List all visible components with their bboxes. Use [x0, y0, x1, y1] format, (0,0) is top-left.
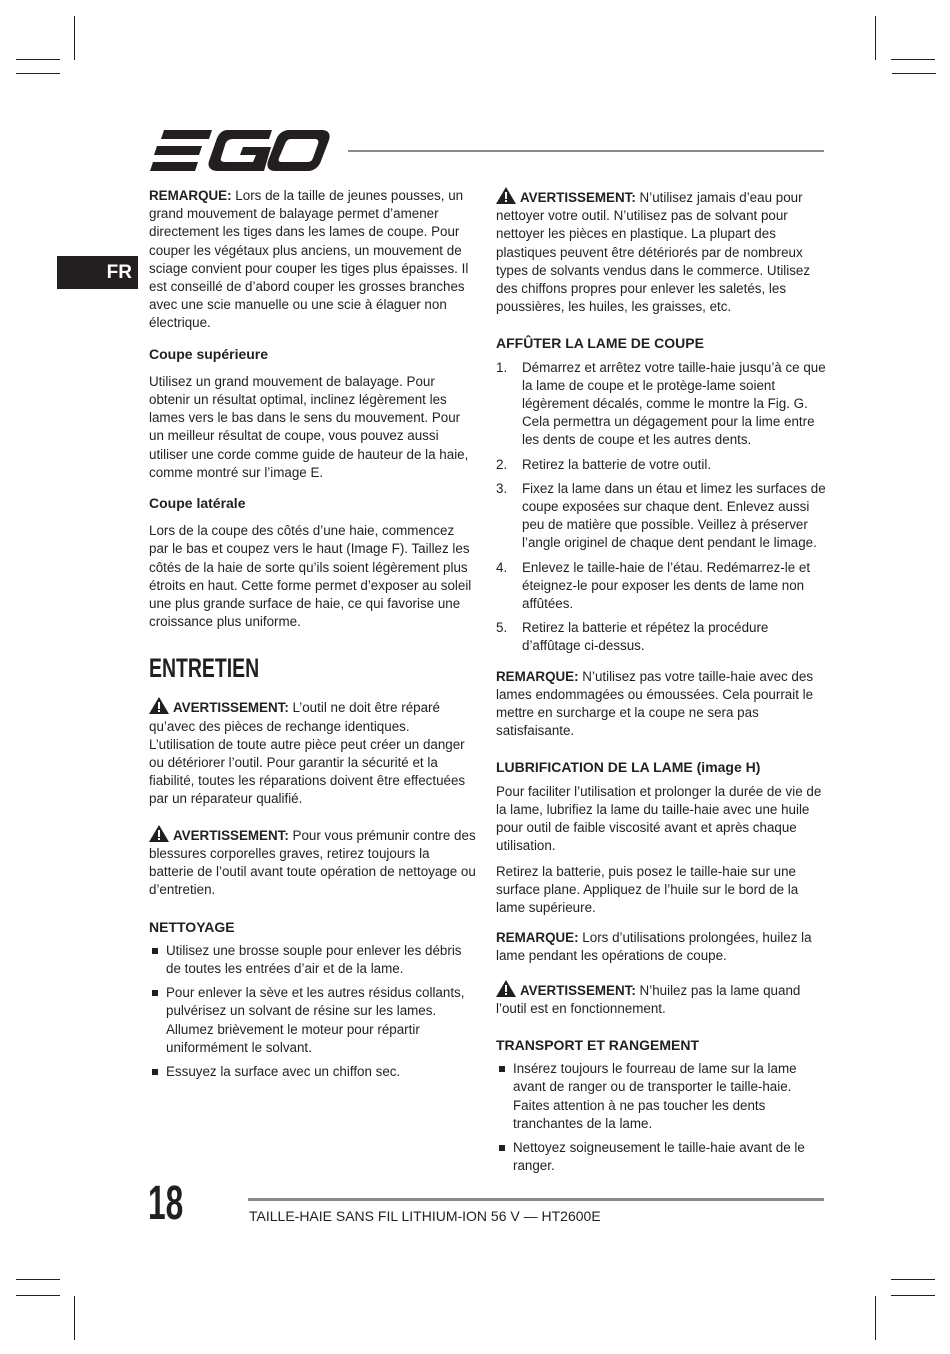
warning-paragraph: [149, 697, 477, 808]
note-keyword: REMARQUE:: [496, 930, 579, 946]
warning-keyword: AVERTISSEMENT:: [520, 190, 636, 205]
note-text: N’utilisez pas votre taille-haie avec des lames endommagées ou émoussées. Cela pourrait le mettre en surcharge et la coupe ne sera pas satisfaisante.: [496, 668, 814, 739]
bullet-icon: [499, 1145, 505, 1151]
list-item-text: Essuyez la surface avec un chiffon sec.: [166, 1063, 401, 1079]
list-item: [149, 942, 477, 978]
ego-logo: [150, 130, 330, 172]
note-paragraph: [496, 668, 826, 741]
warning-text: Pour vous prémunir contre des blessures corporelles graves, retirez toujours la batterie de l’outil avant toute opération de nettoyage ou d’entretien.: [149, 827, 476, 898]
note-keyword: REMARQUE:: [149, 188, 232, 203]
cleaning-list: [149, 942, 477, 1081]
warning-text: N’utilisez jamais d’eau pour nettoyer votre outil. N’utilisez pas de solvant pour nettoyer les pièces en plastique. La plupart des plastiques peuvent être détériorés par de nombreux types de solvants vendus dans le commerce. Utilisez des chiffons propres pour enlever les saletés, les poussières, les huiles, les graisses, etc.: [496, 190, 811, 315]
transport-list: [496, 1060, 826, 1175]
note-text: Lors de la taille de jeunes pousses, un grand mouvement de balayage permet d’amener directement les tiges dans les lames de coupe. Pour couper les végétaux plus anciens, un mouvement de sciage convient pour couper les tiges plus épaisses. Il est conseillé de d’abord couper les grosses branches avec une scie manuelle ou une scie à élaguer non électrique.: [149, 188, 469, 331]
crop-mark: [16, 73, 60, 74]
section-heading-maintenance: ENTRETIEN: [149, 653, 260, 684]
crop-mark: [891, 59, 935, 60]
bullet-icon: [152, 990, 158, 996]
note-text: Lors d’utilisations prolongées, huilez la lame pendant les opérations de coupe.: [496, 930, 812, 964]
step-number: 1.: [496, 359, 508, 375]
crop-mark: [891, 1279, 935, 1280]
subheading-side-cut: Coupe latérale: [149, 495, 246, 512]
step-text: Démarrez et arrêtez votre taille-haie jusqu’à ce que la lame de coupe et le protège-lame soient légèrement décalés, comme le montre la Fig. G. Cela permettra un dégagement pour la lime entre les dents de coupe et les autres dents.: [522, 359, 826, 448]
list-item: [496, 1139, 826, 1175]
list-item-text: Utilisez une brosse souple pour enlever les débris de toutes les entrées d’air et de la lame.: [166, 942, 462, 976]
warning-icon: [149, 825, 169, 842]
step-text: Enlevez le taille-haie de l’étau. Redémarrez-le et éteignez-le pour exposer les dents de lame non affûtées.: [522, 559, 811, 612]
step-text: Retirez la batterie de votre outil.: [522, 456, 712, 472]
bullet-icon: [152, 1069, 158, 1075]
step-number: 3.: [496, 480, 508, 496]
crop-mark: [891, 1295, 935, 1296]
warning-paragraph: [496, 980, 826, 1018]
lubrication-text: Pour faciliter l’utilisation et prolonger la durée de vie de la lame, lubrifiez la lame du taille-haie avec une huile pour outil de faible viscosité avant et après chaque utilisation.: [496, 783, 822, 854]
warning-icon: [496, 187, 516, 204]
warning-keyword: AVERTISSEMENT:: [173, 700, 289, 716]
language-tab: FR: [57, 256, 138, 289]
crop-mark: [16, 1279, 60, 1280]
note-paragraph: [149, 187, 477, 333]
list-item-text: Nettoyez soigneusement le taille-haie avant de le ranger.: [513, 1139, 805, 1174]
warning-paragraph: [149, 825, 477, 900]
header-rule: [348, 150, 824, 152]
warning-icon: [496, 980, 516, 997]
crop-mark: [16, 1295, 60, 1296]
warning-text: N’huilez pas la lame quand l’outil est en fonctionnement.: [496, 982, 801, 1016]
bullet-icon: [499, 1066, 505, 1072]
step-text: Fixez la lame dans un étau et limez les surfaces de coupe exposées sur chaque dent. Enlevez aussi peu de matière que possible. Veillez à préserver l’angle originel de chaque dent pendant le limage.: [522, 480, 826, 551]
step-item: [496, 359, 826, 450]
crop-mark: [892, 73, 936, 74]
warning-text: L’outil ne doit être réparé qu’avec des pièces de rechange identiques. L’utilisation de toute autre pièce peut créer un danger ou détériorer l’outil. Pour garantir la sécurité et la fiabilité, toutes les réparations doivent être effectuées par un réparateur qualifié.: [149, 700, 466, 807]
list-item-text: Insérez toujours le fourreau de lame sur la lame avant de ranger ou de transporter le taille-haie. Faites attention à ne pas toucher les dents tranchantes de la lame.: [513, 1061, 797, 1131]
note-keyword: REMARQUE:: [496, 668, 579, 684]
left-column: [149, 187, 477, 1087]
step-number: 5.: [496, 620, 508, 636]
side-cut-text: Lors de la coupe des côtés d’une haie, commencez par le bas et coupez vers le haut (Image F). Taillez les côtés de la haie de sorte qu’ils soient légèrement plus étroits en haut. Cette forme permet d’exposer au soleil une plus grande surface de haie, ce qui favorise une croissance plus uniforme.: [149, 523, 472, 630]
list-item: [496, 1060, 826, 1133]
right-column: [496, 187, 826, 1181]
footer-title: TAILLE-HAIE SANS FIL LITHIUM-ION 56 V — HT2600E: [249, 1208, 601, 1224]
crop-mark: [875, 16, 876, 60]
crop-mark: [875, 1296, 876, 1340]
list-item: [149, 984, 477, 1057]
crop-mark: [74, 16, 75, 60]
section-transport: TRANSPORT ET RANGEMENT: [496, 1036, 699, 1053]
section-sharpen: AFFÛTER LA LAME DE COUPE: [496, 335, 704, 352]
step-item: [496, 480, 826, 553]
list-item: [149, 1063, 477, 1081]
sharpen-steps: [496, 359, 826, 656]
warning-icon: [149, 697, 169, 714]
note-paragraph: [496, 929, 826, 965]
warning-keyword: AVERTISSEMENT:: [520, 982, 636, 998]
page-number: 18: [148, 1177, 184, 1230]
bullet-icon: [152, 948, 158, 954]
section-cleaning: NETTOYAGE: [149, 918, 235, 935]
step-item: [496, 619, 826, 655]
list-item-text: Pour enlever la sève et les autres résidus collants, pulvérisez un solvant de résine sur les lames. Allumez brièvement le moteur pour répartir uniformément le solvant.: [166, 985, 465, 1055]
step-item: [496, 456, 826, 474]
step-text: Retirez la batterie et répétez la procédure d’affûtage ci-dessus.: [522, 620, 769, 654]
step-item: [496, 559, 826, 614]
section-lubrication: LUBRIFICATION DE LA LAME (image H): [496, 759, 761, 776]
crop-mark: [16, 59, 60, 60]
crop-mark: [74, 1296, 75, 1340]
warning-paragraph: [496, 187, 826, 316]
step-number: 4.: [496, 559, 508, 575]
footer-rule: [248, 1198, 824, 1201]
subheading-top-cut: Coupe supérieure: [149, 345, 269, 362]
lubrication-text: Retirez la batterie, puis posez le taille-haie sur une surface plane. Appliquez de l’huile sur le bord de la lame supérieure.: [496, 863, 799, 915]
step-number: 2.: [496, 456, 508, 472]
top-cut-text: Utilisez un grand mouvement de balayage. Pour obtenir un résultat optimal, inclinez légèrement les lames vers le bas dans le sens du mouvement. Pour un meilleur résultat de coupe, vous pouvez aussi utiliser une corde comme guide de hauteur de la haie, comme montré sur l’image E.: [149, 373, 469, 480]
warning-keyword: AVERTISSEMENT:: [173, 827, 289, 843]
